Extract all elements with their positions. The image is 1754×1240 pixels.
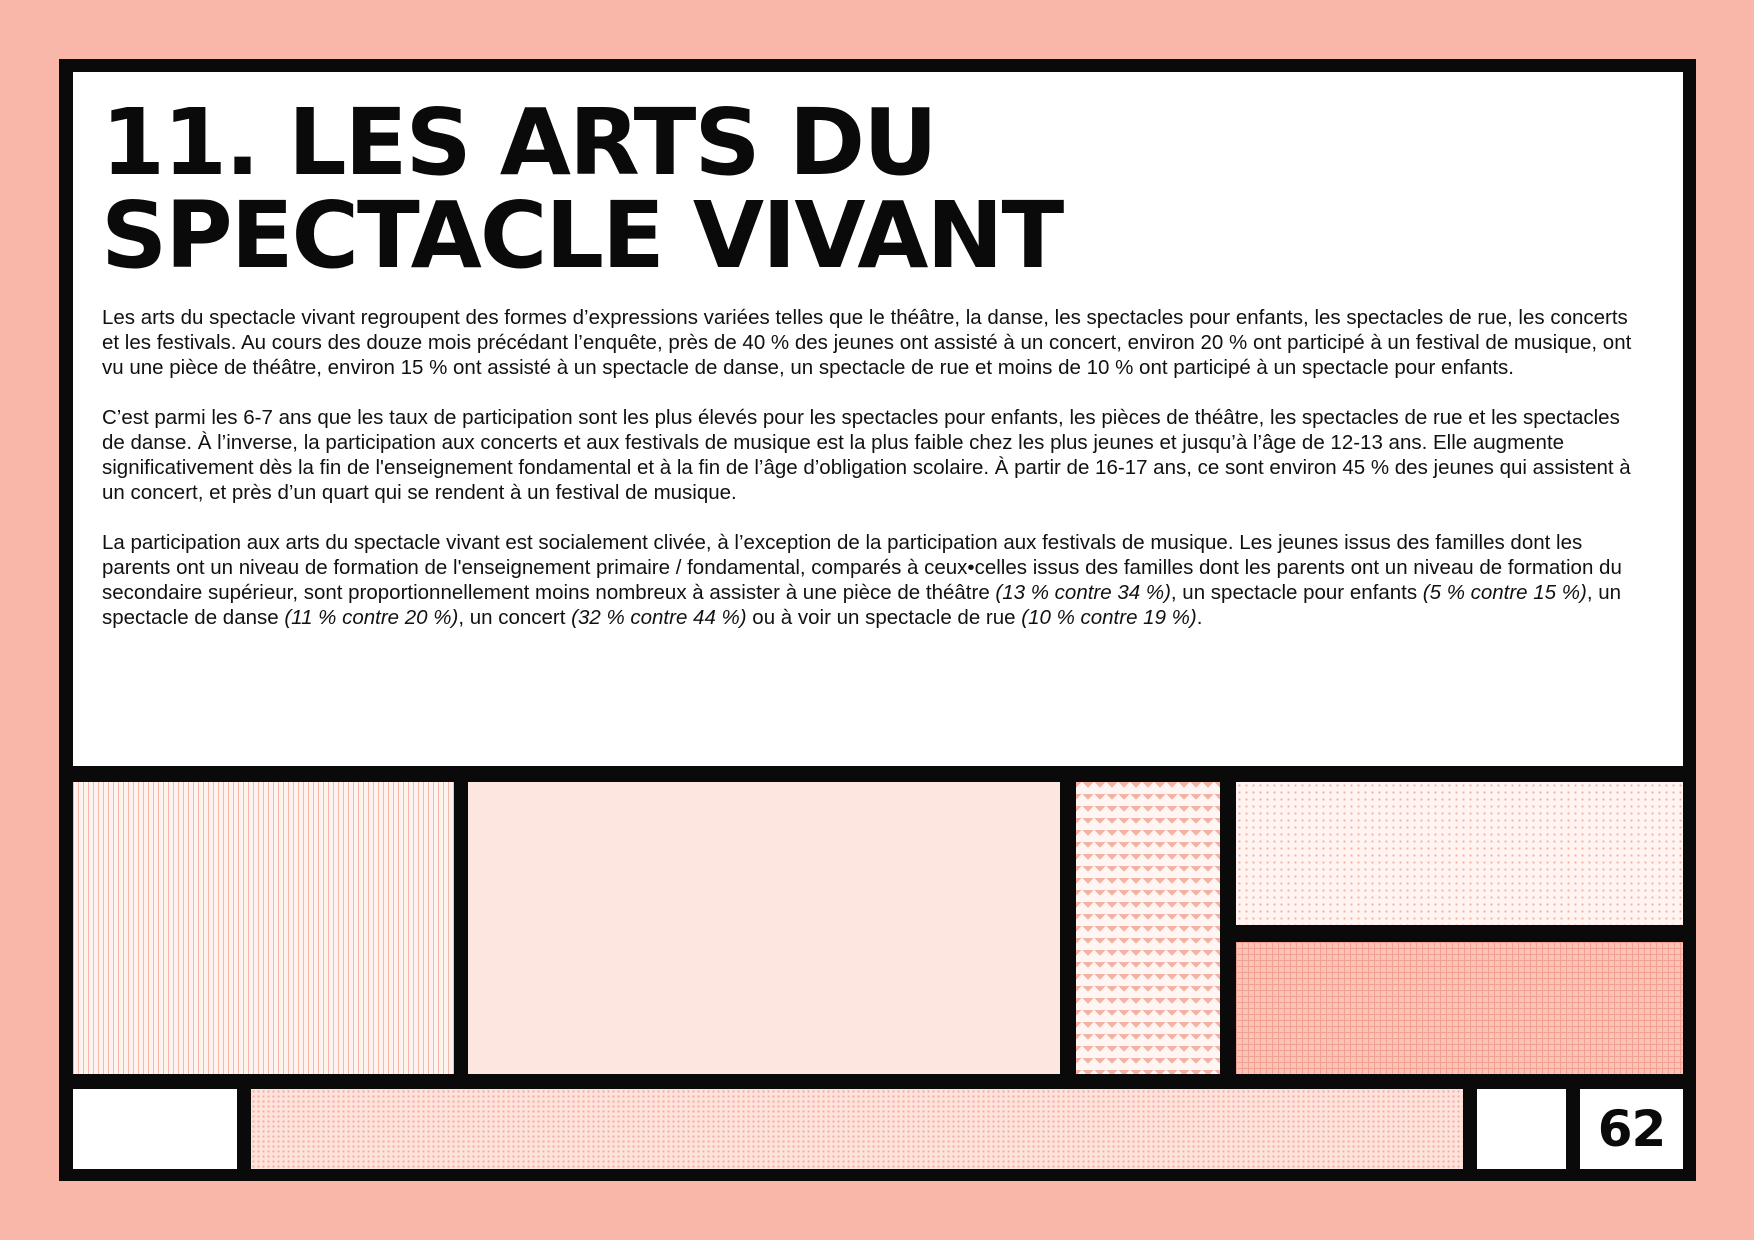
body-text: [102, 305, 1642, 655]
title-line-2: SPECTACLE VIVANT: [101, 182, 1063, 289]
title-line-1: 11. LES ARTS DU: [101, 89, 936, 196]
decor-dots-panel: [1236, 782, 1683, 925]
paragraph-1: Les arts du spectacle vivant regroupent des formes d’expressions variées telles que le théâtre, la danse, les spectacles pour enfants, les spectacles de rue, les concerts et les festivals. Au cours des douze mois précédant l’enquête, près de 40 % des jeunes ont assisté à un concert, environ 20 % ont participé à un festival de musique, ont vu une pièce de théâtre, environ 15 % ont assisté à un spectacle de danse, un spectacle de rue et moins de 10 % ont participé à un spectacle pour enfants.: [102, 306, 1632, 379]
decor-dense-dots-strip: [251, 1089, 1463, 1169]
decor-grid-panel: [1236, 942, 1683, 1074]
decor-white-block-left: [73, 1089, 237, 1169]
decor-white-block-right: [1477, 1089, 1566, 1169]
decor-stripes-panel: [73, 782, 454, 1074]
paragraph-3: La participation aux arts du spectacle vivant est socialement clivée, à l’exception de la participation aux festivals de musique. Les jeunes issus des familles dont les parents ont un niveau de formation de l'enseignement primaire / fondamental, comparés à ceux•celles issus des familles dont les parents ont un niveau de formation du secondaire supérieur, sont proportionnellement moins nombreux à assister à une pièce de théâtre (13 % contre 34 %), un spectacle pour enfants (5 % contre 15 %), un spectacle de danse (11 % contre 20 %), un concert (32 % contre 44 %) ou à voir un spectacle de rue (10 % contre 19 %).: [102, 531, 1622, 629]
paragraph-2: C’est parmi les 6-7 ans que les taux de participation sont les plus élevés pour les spectacles pour enfants, les pièces de théâtre, les spectacles de rue et les spectacles de danse. À l’inverse, la participation aux concerts et aux festivals de musique est la plus faible chez les plus jeunes et jusqu’à l’âge de 12-13 ans. Elle augmente significativement dès la fin de l'enseignement fondamental et à la fin de l’âge d’obligation scolaire. À partir de 16-17 ans, ce sont environ 45 % des jeunes qui assistent à un concert, et près d’un quart qui se rendent à un festival de musique.: [102, 406, 1631, 504]
decor-solid-panel: [468, 782, 1060, 1074]
page-number: 62: [1580, 1089, 1683, 1169]
decor-zigzag-panel: [1076, 782, 1220, 1074]
page-title: [101, 89, 1063, 289]
